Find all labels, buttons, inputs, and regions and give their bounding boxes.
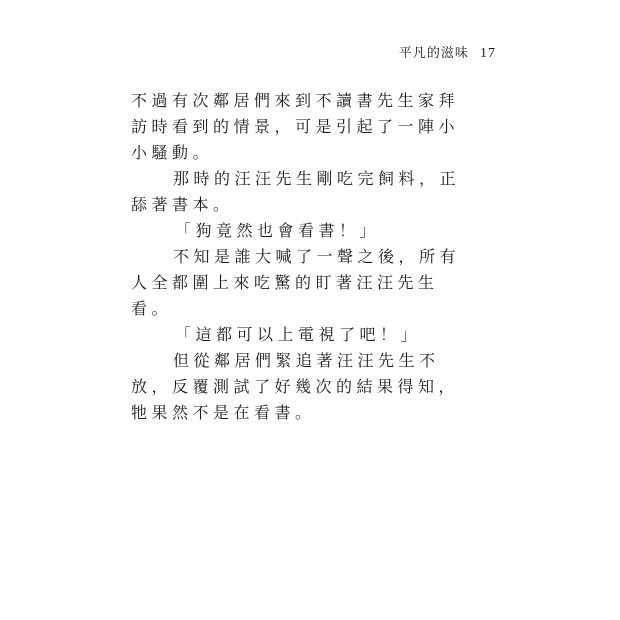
text-line: 看。	[131, 299, 173, 318]
text-line: 牠果然不是在看書。	[131, 403, 316, 422]
text-line: 小騷動。	[131, 143, 214, 162]
dialogue-line: 「這都可以上電視了吧！」	[175, 325, 422, 344]
chapter-title: 平凡的滋味	[398, 46, 469, 61]
text-line: 訪時看到的情景，可是引起了一陣小	[131, 117, 460, 136]
text-line: 舔著書本。	[131, 195, 234, 214]
text-line: 那時的汪汪先生剛吃完飼料，正	[173, 169, 461, 188]
text-line: 但從鄰居們緊追著汪汪先生不	[173, 351, 440, 370]
text-line: 不過有次鄰居們來到不讀書先生家拜	[131, 91, 460, 110]
dialogue-line: 「狗竟然也會看書！」	[175, 221, 381, 240]
page-number: 17	[480, 46, 496, 61]
running-header	[399, 42, 496, 62]
text-line: 不知是誰大喊了一聲之後，所有	[173, 247, 461, 266]
text-line: 人全都圍上來吃驚的盯著汪汪先生	[131, 273, 439, 292]
body-text	[131, 88, 496, 426]
text-line: 放，反覆測試了好幾次的結果得知，	[131, 377, 460, 396]
